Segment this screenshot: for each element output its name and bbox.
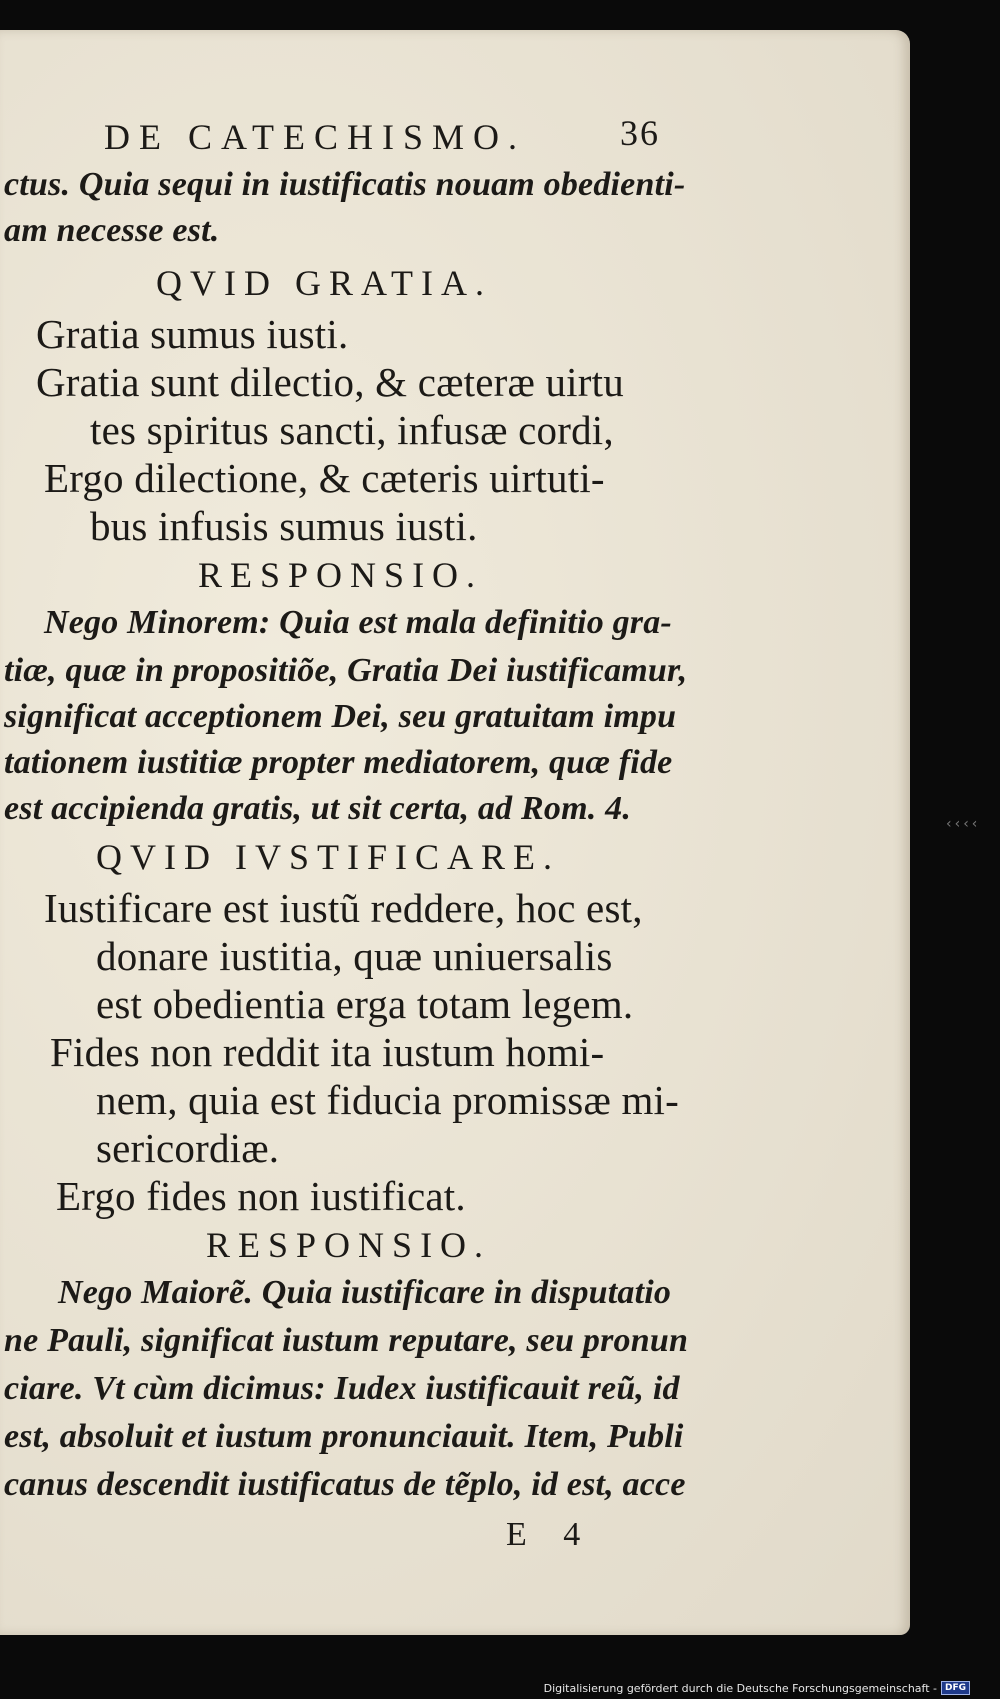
text-line-8: bus infusis sumus iusti. — [90, 503, 478, 549]
text-line-6: tes spiritus sancti, infusæ cordi, — [90, 407, 614, 453]
edge-marks: ‹‹‹‹ — [946, 816, 981, 832]
footer-credit — [544, 1681, 970, 1695]
footer-text: Digitalisierung gefördert durch die Deutsche Forschungsgemeinschaft - — [543, 1681, 937, 1695]
text-line-24: Nego Maiorẽ. Quia iustificare in disputatio — [58, 1274, 672, 1311]
section-heading-quid-iustificare: QVID IVSTIFICARE. — [96, 837, 560, 877]
text-line-19: Fides non reddit ita iustum homi- — [50, 1029, 605, 1075]
section-heading-quid-gratia: QVID GRATIA. — [156, 263, 492, 303]
page-number: 36 — [620, 113, 660, 153]
text-line-17: donare iustitia, quæ uniuersalis — [96, 933, 613, 979]
text-line-2: am necesse est. — [4, 212, 220, 249]
text-line-4: Gratia sumus iusti. — [36, 311, 349, 357]
running-head: DE CATECHISMO. — [104, 117, 527, 157]
text-line-28: canus descendit iustificatus de tẽplo, id est, acce — [4, 1466, 686, 1503]
text-line-14: est accipienda gratis, ut sit certa, ad Rom. 4. — [4, 790, 632, 827]
text-line-7: Ergo dilectione, & cæteris uirtuti- — [44, 455, 605, 501]
text-line-27: est, absoluit et iustum pronunciauit. Item, Publi — [4, 1418, 684, 1455]
text-line-21: sericordiæ. — [96, 1125, 280, 1171]
text-line-18: est obedientia erga totam legem. — [96, 981, 634, 1027]
text-line-13: tationem iustitiæ propter mediatorem, quæ fide — [4, 744, 673, 781]
text-line-26: ciare. Vt cùm dicimus: Iudex iustificauit reũ, id — [4, 1370, 680, 1407]
text-line-11: tiæ, quæ in propositiõe, Gratia Dei iustificamur, — [4, 652, 688, 689]
text-line-22: Ergo fides non iustificat. — [56, 1173, 466, 1219]
text-line-10: Nego Minorem: Quia est mala definitio gra- — [44, 604, 672, 641]
text-line-1: ctus. Quia sequi in iustificatis nouam obedienti- — [4, 166, 686, 203]
text-line-20: nem, quia est fiducia promissæ mi- — [96, 1077, 679, 1123]
text-line-5: Gratia sunt dilectio, & cæteræ uirtu — [36, 359, 624, 405]
signature-mark: E 4 — [506, 1516, 595, 1553]
dfg-logo-icon: DFG — [941, 1681, 970, 1695]
section-heading-responsio-2: RESPONSIO. — [206, 1225, 492, 1265]
text-line-12: significat acceptionem Dei, seu gratuitam impu — [4, 698, 677, 735]
section-heading-responsio-1: RESPONSIO. — [198, 555, 484, 595]
book-page — [0, 30, 910, 1635]
text-line-25: ne Pauli, significat iustum reputare, seu pronun — [4, 1322, 689, 1359]
text-line-16: Iustificare est iustũ reddere, hoc est, — [44, 885, 643, 931]
